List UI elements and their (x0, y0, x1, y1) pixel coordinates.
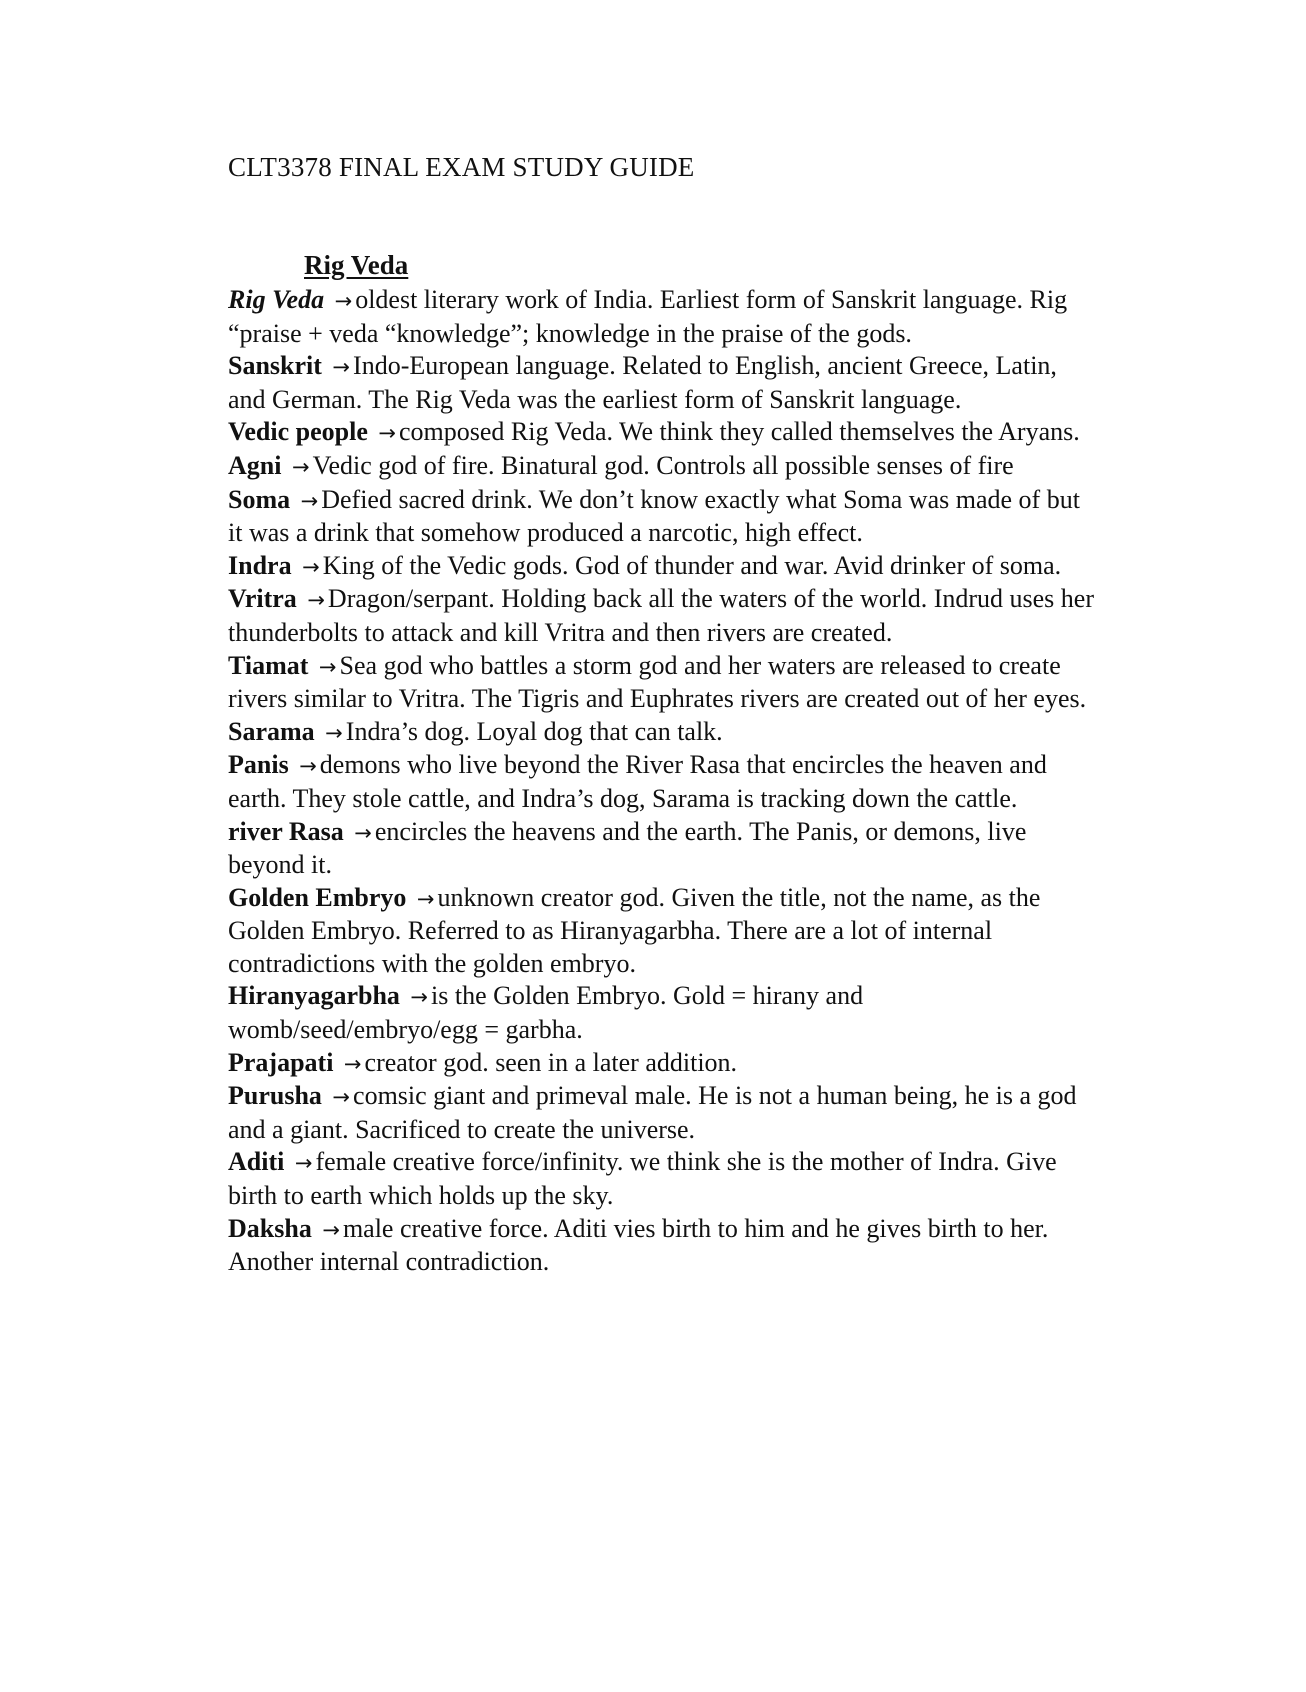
glossary-term: Sanskrit (228, 351, 322, 381)
arrow-right-icon: → (300, 488, 319, 513)
glossary-definition: Defied sacred drink. We don’t know exactly what Soma was made of but it was a drink that somehow produced a narcotic, high effect. (228, 484, 1080, 548)
arrow-right-icon: → (354, 820, 372, 845)
arrow-right-icon: → (299, 754, 317, 779)
glossary-entry (228, 1213, 1098, 1279)
arrow-right-icon: → (294, 1151, 313, 1176)
glossary-entry (228, 1047, 1098, 1081)
arrow-right-icon: → (332, 1085, 351, 1110)
glossary-term: Rig Veda (228, 285, 325, 314)
glossary-definition: creator god. seen in a later addition. (364, 1047, 738, 1077)
glossary-definition: Indo-European language. Related to English, ancient Greece, Latin, and German. The Rig Veda was the earliest form of Sanskrit language. (228, 351, 1057, 414)
glossary-entry (228, 650, 1098, 716)
arrow-right-icon: → (291, 454, 310, 479)
glossary-entry (228, 882, 1098, 981)
glossary-term: Soma (228, 484, 291, 514)
glossary-entry (228, 484, 1098, 550)
glossary-term: Vedic people (228, 417, 368, 447)
glossary-term: Indra (228, 550, 292, 580)
glossary-term: Sarama (228, 716, 315, 746)
glossary-entry (228, 816, 1098, 882)
glossary-definition: King of the Vedic gods. God of thunder and war. Avid drinker of soma. (322, 550, 1062, 580)
glossary-definition: composed Rig Veda. We think they called themselves the Aryans. (399, 417, 1080, 447)
glossary-definition: female creative force/infinity. we think she is the mother of Indra. Give birth to earth which holds up the sky. (228, 1147, 1057, 1211)
glossary-entry (228, 350, 1098, 416)
arrow-right-icon: → (302, 554, 320, 579)
glossary-term: Purusha (228, 1081, 322, 1111)
glossary-definition: demons who live beyond the River Rasa that encircles the heaven and earth. They stole cattle, and Indra’s dog, Sarama is tracking down the cattle. (228, 750, 1047, 813)
glossary-definition: comsic giant and primeval male. He is not a human being, he is a god and a giant. Sacrificed to create the universe. (228, 1081, 1077, 1144)
glossary-term: Tiamat (228, 650, 309, 680)
glossary-entry (228, 749, 1098, 815)
glossary-term: Prajapati (228, 1047, 334, 1077)
glossary-definition: encircles the heavens and the earth. The Panis, or demons, live beyond it. (228, 816, 1027, 880)
glossary-entry (228, 416, 1098, 450)
glossary-term: Golden Embryo (228, 882, 407, 912)
arrow-right-icon: → (410, 985, 429, 1010)
arrow-right-icon: → (322, 1217, 340, 1242)
glossary-term: Hiranyagarbha (228, 981, 400, 1011)
arrow-right-icon: → (332, 355, 351, 380)
glossary-entry (228, 1080, 1098, 1146)
arrow-right-icon: → (343, 1051, 362, 1076)
arrow-right-icon: → (307, 588, 325, 613)
glossary-entry (228, 980, 1098, 1046)
arrow-right-icon: → (325, 720, 343, 745)
glossary-term: Daksha (228, 1213, 312, 1243)
glossary-definition: male creative force. Aditi vies birth to him and he gives birth to her. Another internal contradiction. (228, 1213, 1049, 1277)
glossary-term: Vritra (228, 584, 297, 614)
glossary-definition: Dragon/serpant. Holding back all the waters of the world. Indrud uses her thunderbolts to attack and kill Vritra and then rivers are created. (228, 584, 1094, 647)
arrow-right-icon: → (318, 654, 337, 679)
arrow-right-icon: → (416, 886, 435, 911)
glossary-definition: unknown creator god. Given the title, not the name, as the Golden Embryo. Referred to as Hiranyagarbha. There are a lot of internal contradictions with the golden embryo. (228, 882, 1041, 978)
glossary-term: river Rasa (228, 816, 344, 846)
glossary-term: Agni (228, 450, 282, 480)
glossary-list (228, 284, 1098, 1279)
glossary-definition: oldest literary work of India. Earliest form of Sanskrit language. Rig “praise + veda “knowledge”; knowledge in the praise of the gods. (228, 285, 1068, 348)
document-title: CLT3378 FINAL EXAM STUDY GUIDE (228, 152, 695, 182)
glossary-entry (228, 583, 1098, 649)
glossary-definition: Sea god who battles a storm god and her waters are released to create rivers similar to Vritra. The Tigris and Euphrates rivers are created out of her eyes. (228, 650, 1087, 714)
glossary-term: Aditi (228, 1147, 285, 1177)
arrow-right-icon: → (378, 421, 396, 446)
glossary-definition: is the Golden Embryo. Gold = hirany and womb/seed/embryo/egg = garbha. (228, 981, 864, 1045)
glossary-entry (228, 284, 1098, 350)
glossary-entry (228, 450, 1098, 484)
glossary-definition: Vedic god of fire. Binatural god. Controls all possible senses of fire (312, 450, 1014, 480)
glossary-definition: Indra’s dog. Loyal dog that can talk. (345, 716, 723, 746)
glossary-entry (228, 716, 1098, 750)
glossary-entry (228, 550, 1098, 584)
arrow-right-icon: → (334, 289, 353, 313)
glossary-term: Panis (228, 750, 289, 780)
glossary-entry (228, 1146, 1098, 1212)
section-heading: Rig Veda (304, 250, 409, 280)
